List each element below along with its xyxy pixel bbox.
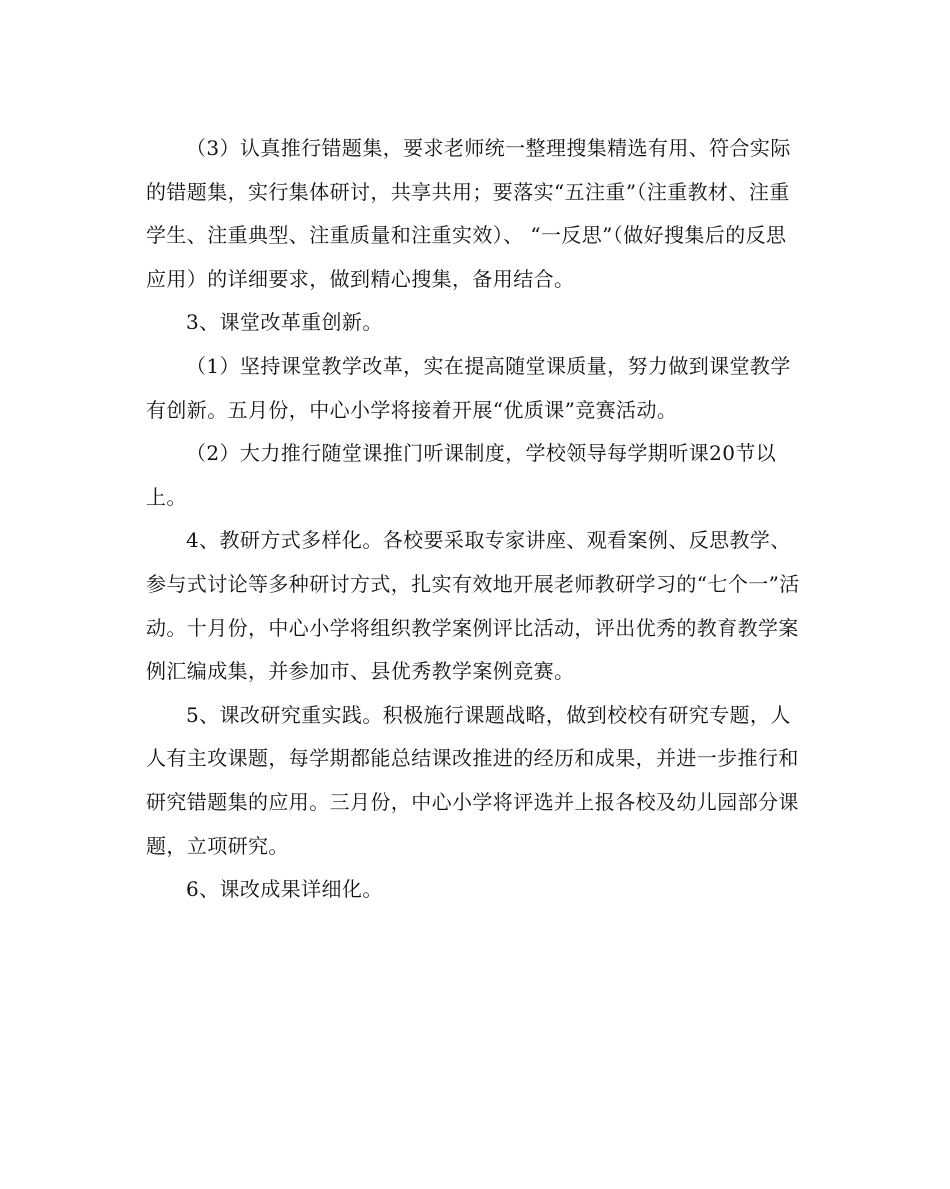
paragraph-classroom-innovation: （1）坚持课堂教学改革，实在提高随堂课质量，努力做到课堂教学有创新。五月份，中心小学将接着开展“优质课”竞赛活动。 — [146, 353, 791, 422]
heading-classroom-reform: 3、课堂改革重创新。 — [186, 310, 383, 335]
document-body — [146, 127, 806, 912]
paragraph-research-methods: 4、教研方式多样化。各校要采取专家讲座、观看案例、反思教学、参与式讨论等多种研讨方式，扎实有效地开展老师教研学习的“七个一”活动。十月份，中心小学将组织教学案例评比活动，评出优秀的教育教学案例汇编成集，并参加市、县优秀教学案例竞赛。 — [146, 528, 800, 684]
paragraph-lesson-observation: （2）大力推行随堂课推门听课制度，学校领导每学期听课20节以上。 — [146, 441, 777, 509]
paragraph-research-practice: 5、课改研究重实践。积极施行课题战略，做到校校有研究专题，人人有主攻课题，每学期都能总结课改推进的经历和成果，并进一步推行和研究错题集的应用。三月份，中心小学将评选并上报各校及幼儿园部分课题，立项研究。 — [146, 702, 799, 858]
heading-reform-results: 6、课改成果详细化。 — [186, 877, 383, 902]
paragraph-error-collection: （3）认真推行错题集，要求老师统一整理搜集精选有用、符合实际的错题集，实行集体研讨，共享共用；要落实“五注重”（注重教材、注重学生、注重典型、注重质量和注重实效）、 “一反思”（做好搜集后的反思应用）的详细要求，做到精心搜集，备用结合。 — [146, 136, 791, 291]
